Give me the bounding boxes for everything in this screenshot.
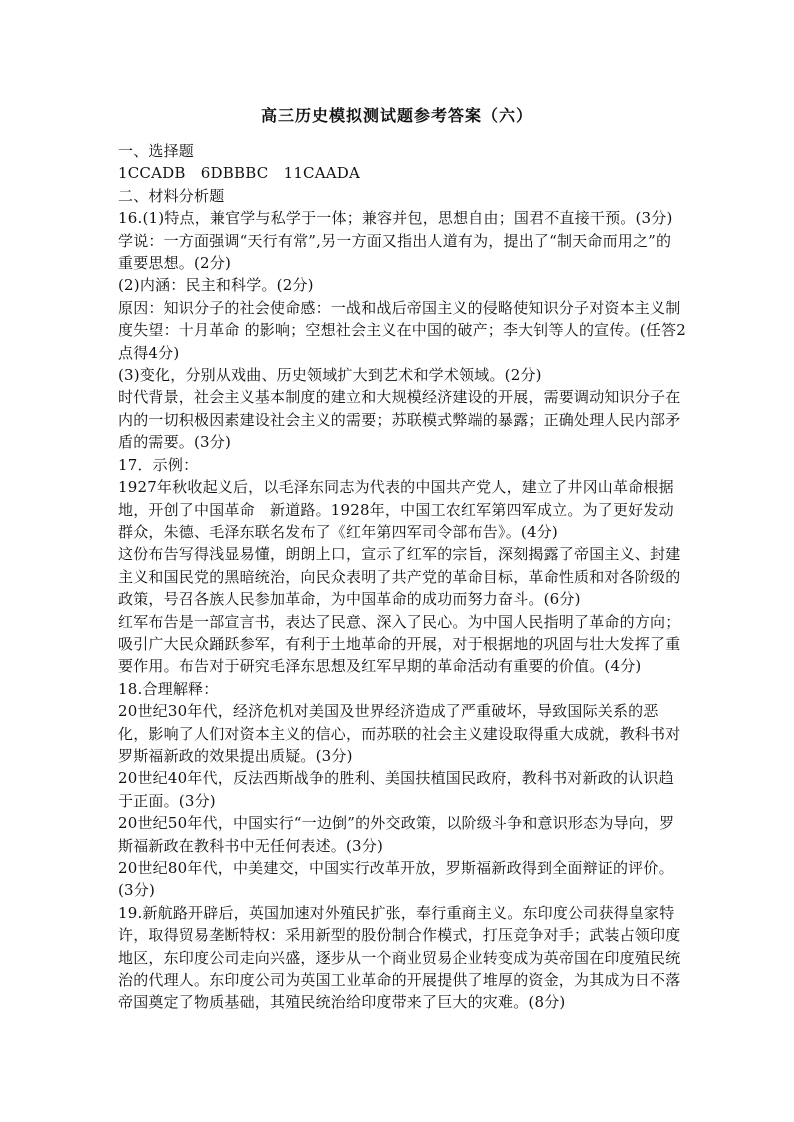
choice-answers: 1CCADB 6DBBBC 11CAADA	[118, 164, 361, 183]
answer-17-paragraph-3: 红军布告是一部宣言书，表达了民意、深入了民心。为中国人民指明了革命的方向；吸引广大民众踊跃参军，有利于土地革命的开展，对于根据地的巩固与壮大发挥了重要作用。布告对于研究毛泽东思想及红军早期的革命活动有重要的价值。(4分)	[118, 612, 681, 676]
answer-16-1-features: 16.(1)特点，兼官学与私学于一体；兼容并包，思想自由；国君不直接干预。(3分)	[118, 209, 673, 228]
answer-17-paragraph-1: 1927年秋收起义后，以毛泽东同志为代表的中国共产党人，建立了井冈山革命根据地，开创了中国革命 新道路。1928年，中国工农红军第四军成立。为了更好发动群众，朱德、毛泽东联名发布了《红年第四军司令部布告》。(4分)	[118, 478, 674, 541]
answer-19: 19.新航路开辟后，英国加速对外殖民扩张，奉行重商主义。东印度公司获得皇家特许，取得贸易垄断特权：采用新型的股份制合作模式，打压竞争对手；武装占领印度地区，东印度公司走向兴盛，逐步从一个商业贸易企业转变成为英帝国在印度殖民统治的代理人。东印度公司为英国工业革命的开展提供了堆厚的资金，为其成为日不落帝国奠定了物质基础，其殖民统治给印度带来了巨大的灾难。(8分)	[118, 903, 681, 1012]
answer-16-2-reasons: 原因：知识分子的社会使命感：一战和战后帝国主义的侵略使知识分子对资本主义制度失望：十月革命 的影响；空想社会主义在中国的破产；李大钊等人的宣传。(任答2点得4分)	[118, 298, 686, 362]
answer-18-1940s: 20世纪40年代，反法西斯战争的胜利、美国扶植国民政府，教科书对新政的认识趋于正面。(3分)	[118, 769, 674, 810]
section-heading-choice: 一、选择题	[118, 142, 195, 160]
answer-18-1980s: 20世纪80年代，中美建交，中国实行改革开放，罗斯福新政得到全面辩证的评价。(3分)	[118, 859, 674, 900]
answer-16-2-connotation: (2)内涵：民主和科学。(2分)	[118, 276, 314, 295]
answer-16-3-change: (3)变化，分别从戏曲、历史领域扩大到艺术和学术领域。(2分)	[118, 366, 542, 385]
answer-16-3-background: 时代背景，社会主义基本制度的建立和大规模经济建设的开展，需要调动知识分子在内的一切积极因素建设社会主义的需要；苏联模式弊端的暴露；正确处理人民内部矛盾的需要。(3分)	[118, 388, 681, 452]
answer-16-1-theory: 学说：一方面强调“天行有常”,另一方面又指出人道有为，提出了“制天命而用之”的重要思想。(2分)	[118, 231, 672, 273]
page-title: 高三历史模拟测试题参考答案（六）	[260, 106, 533, 125]
answer-17-heading: 17．示例：	[118, 455, 199, 474]
answer-content	[118, 140, 686, 1014]
section-heading-material: 二、材料分析题	[118, 186, 225, 205]
answer-17-paragraph-2: 这份布告写得浅显易懂，朗朗上口，宣示了红军的宗旨，深刻揭露了帝国主义、封建主义和国民党的黑暗统治，向民众表明了共产党的革命目标，革命性质和对各阶级的政策，号召各族人民参加革命，为中国革命的成功而努力奋斗。(6分)	[118, 545, 681, 609]
answer-18-1950s: 20世纪50年代，中国实行“一边倒”的外交政策，以阶级斗争和意识形态为导向，罗斯福新政在教科书中无任何表述。(3分)	[118, 814, 675, 855]
answer-18-1930s: 20世纪30年代，经济危机对美国及世界经济造成了严重破坏，导致国际关系的恶化，影响了人们对资本主义的信心，而苏联的社会主义建设取得重大成就，教科书对罗斯福新政的效果提出质疑。(3分)	[118, 702, 681, 765]
answer-18-heading: 18.合理解释：	[118, 679, 219, 698]
